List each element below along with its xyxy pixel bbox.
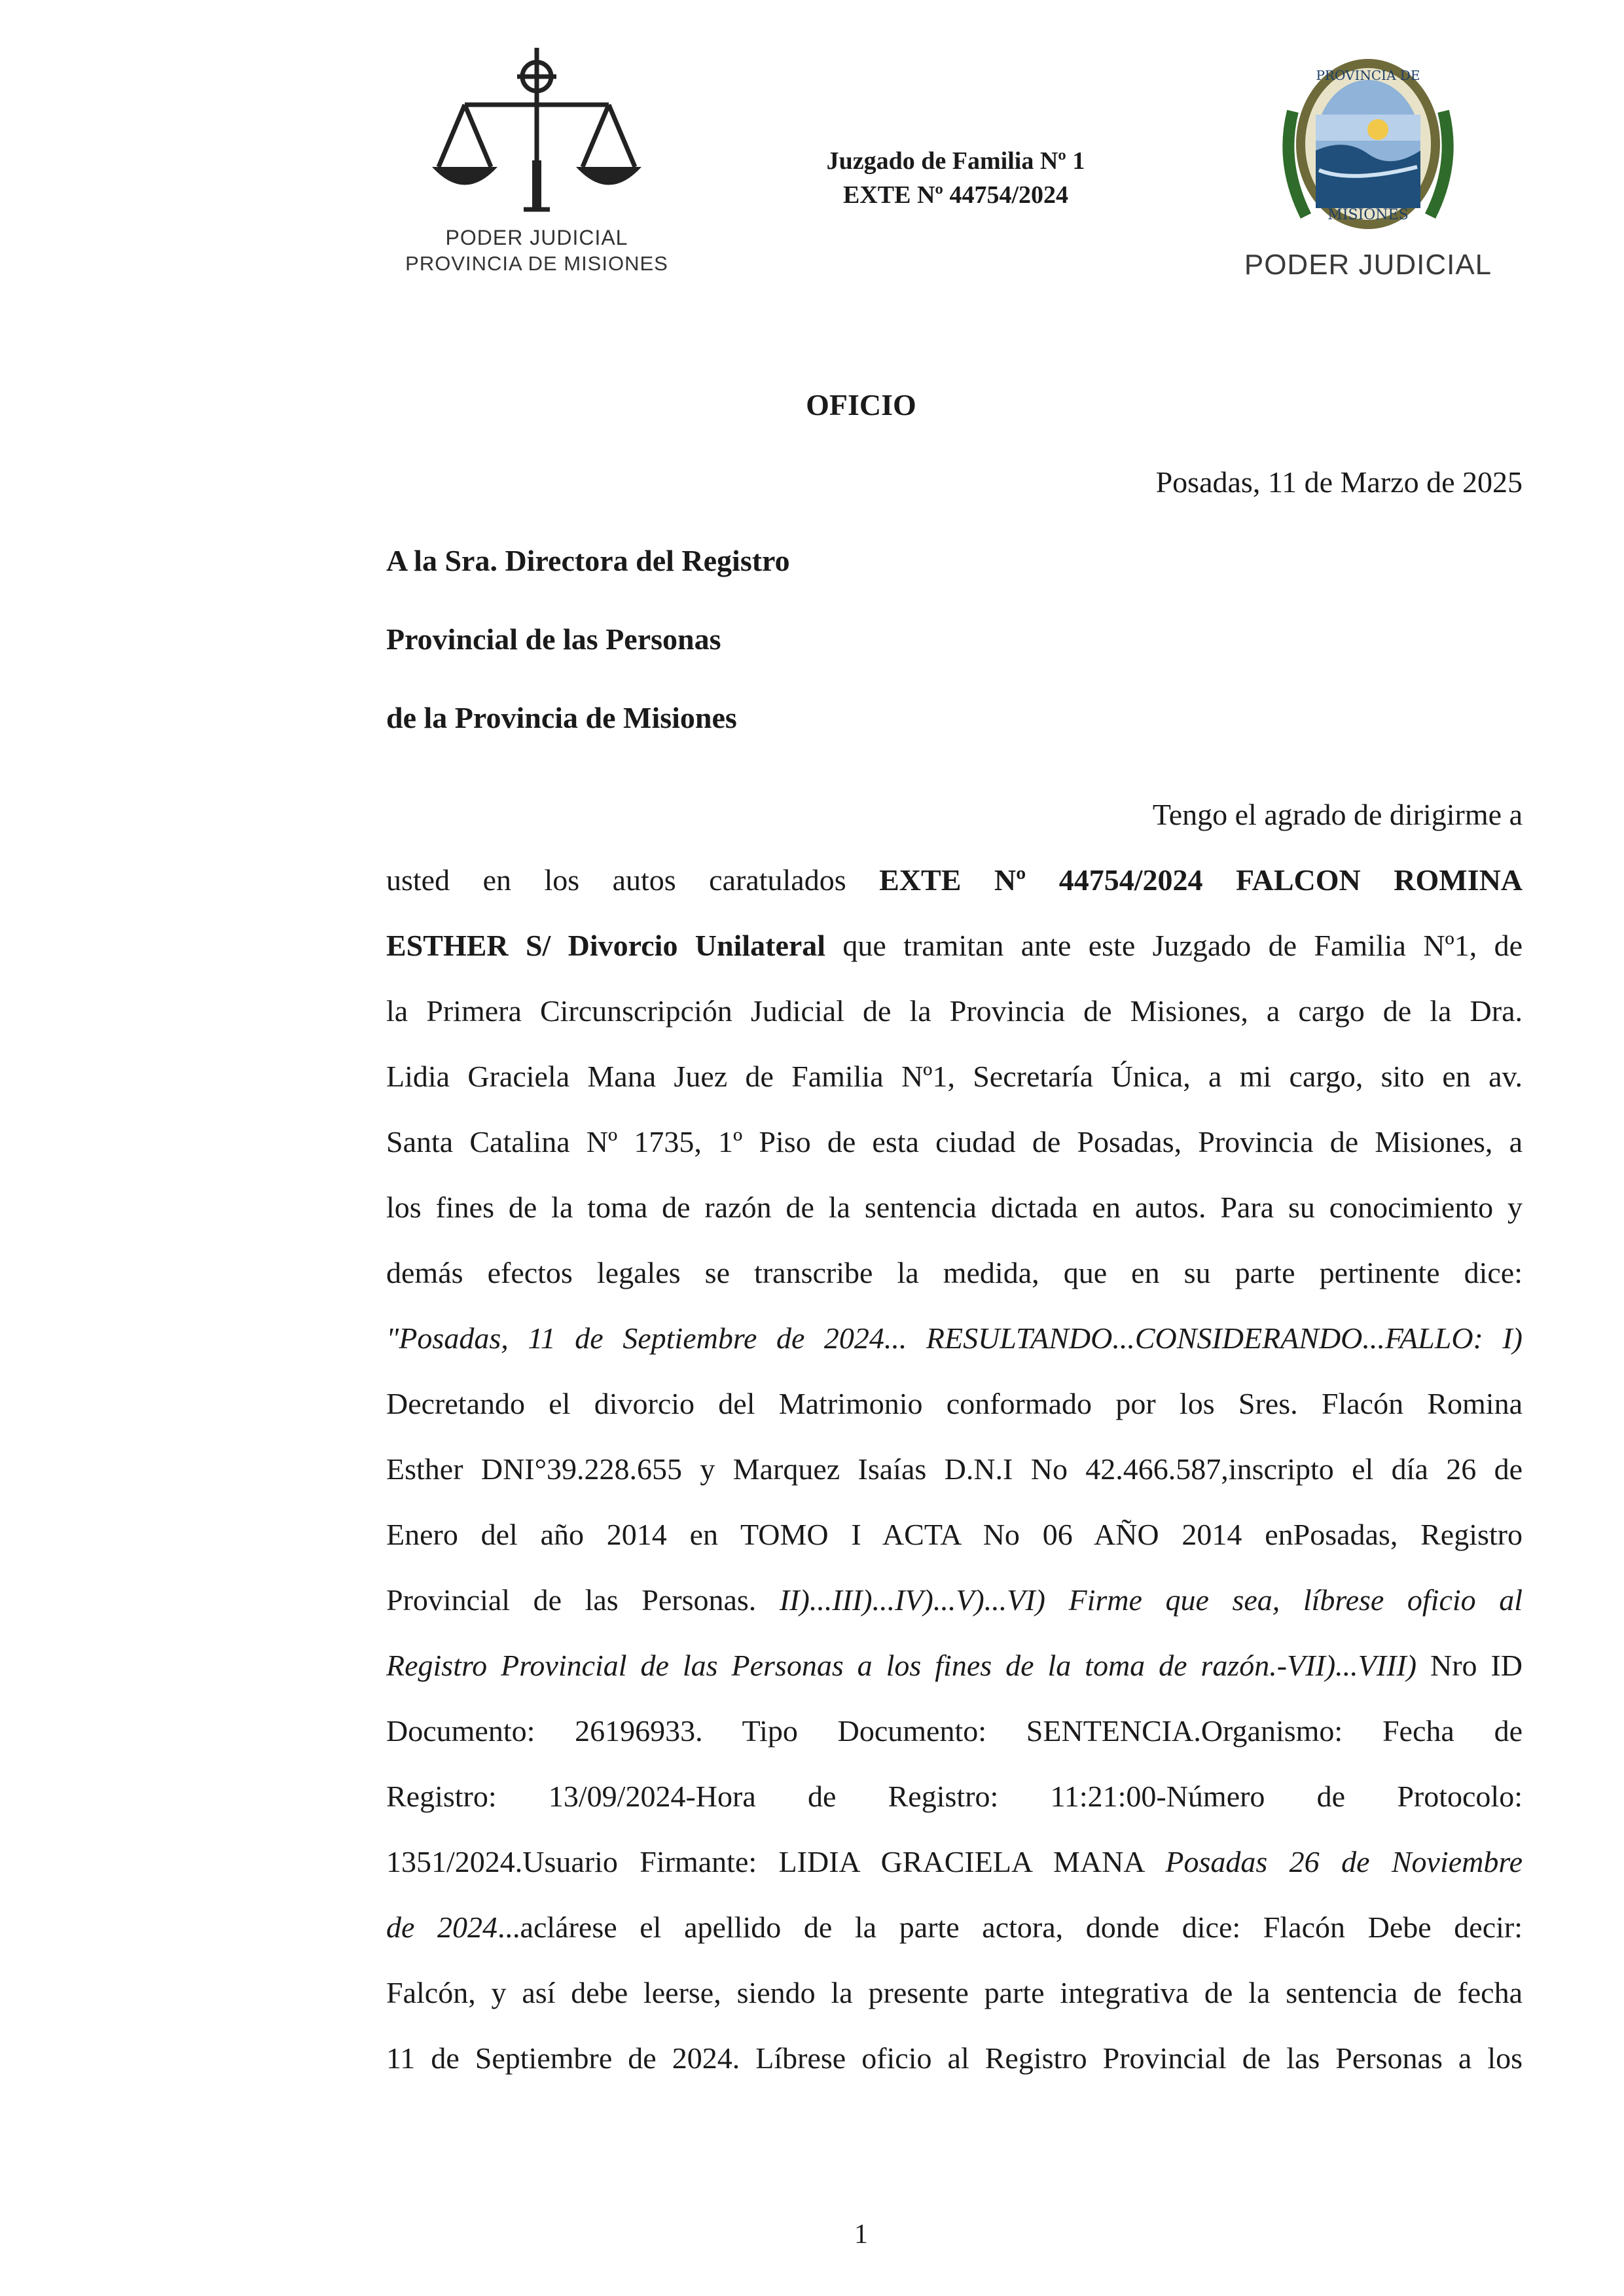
- logo-right-caption: PODER JUDICIAL: [1244, 249, 1492, 281]
- body-line: Registro: 13/09/2024-Hora de Registro: 11:21:00-Número de Protocolo:: [386, 1780, 1523, 1813]
- body-line: la Primera Circunscripción Judicial de la Provincia de Misiones, a cargo de la Dra.: [386, 994, 1523, 1028]
- province-seal-icon: [1280, 52, 1456, 242]
- seal-bottom-text: MISIONES: [1327, 207, 1409, 223]
- body-line: Santa Catalina Nº 1735, 1º Piso de esta ciudad de Posadas, Provincia de Misiones, a: [386, 1125, 1523, 1158]
- body-line: "Posadas, 11 de Septiembre de 2024... RESULTANDO...CONSIDERANDO...FALLO: I): [386, 1321, 1523, 1355]
- body-line: 1351/2024.Usuario Firmante: LIDIA GRACIELA MANA Posadas 26 de Noviembre: [386, 1845, 1523, 1878]
- addressee-line-2: Provincial de las Personas: [386, 622, 721, 656]
- body-line: Decretando el divorcio del Matrimonio conformado por los Sres. Flacón Romina: [386, 1387, 1523, 1420]
- page-number: 1: [854, 2219, 868, 2250]
- logo-left-line2: PROVINCIA DE MISIONES: [405, 252, 668, 275]
- body-line: demás efectos legales se transcribe la medida, que en su parte pertinente dice:: [386, 1256, 1523, 1289]
- body-line: Esther DNI°39.228.655 y Marquez Isaías D.N.I No 42.466.587,inscripto el día 26 de: [386, 1452, 1523, 1486]
- addressee-line-3: de la Provincia de Misiones: [386, 701, 737, 734]
- body-line: ESTHER S/ Divorcio Unilateral que tramitan ante este Juzgado de Familia Nº1, de: [386, 929, 1523, 962]
- document-title: OFICIO: [806, 388, 916, 422]
- file-number: EXTE Nº 44754/2024: [842, 181, 1069, 209]
- scales-of-justice-icon: [425, 43, 648, 226]
- body-line: 11 de Septiembre de 2024. Líbrese oficio al Registro Provincial de las Personas a los: [386, 2041, 1523, 2075]
- document-date: Posadas, 11 de Marzo de 2025: [1155, 465, 1523, 499]
- body-line: usted en los autos caratulados EXTE Nº 44754/2024 FALCON ROMINA: [386, 863, 1523, 897]
- body-line: Provincial de las Personas. II)...III)...IV)...V)...VI) Firme que sea, líbrese oficio al: [386, 1583, 1523, 1617]
- body-line: Tengo el agrado de dirigirme a: [1152, 798, 1523, 831]
- body-line: Registro Provincial de las Personas a los fines de la toma de razón.-VII)...VIII) Nro ID: [386, 1649, 1523, 1682]
- body-line: Lidia Graciela Mana Juez de Familia Nº1, Secretaría Única, a mi cargo, sito en av.: [386, 1060, 1523, 1093]
- body-line: de 2024...aclárese el apellido de la parte actora, donde dice: Flacón Debe decir:: [386, 1910, 1523, 1944]
- court-name: Juzgado de Familia Nº 1: [826, 147, 1085, 175]
- logo-left-line1: PODER JUDICIAL: [445, 226, 628, 249]
- poder-judicial-logo-right: [1231, 52, 1506, 288]
- document-body: [386, 782, 1523, 2091]
- addressee-line-1: A la Sra. Directora del Registro: [386, 544, 790, 577]
- poder-judicial-logo-left: [393, 36, 681, 291]
- document-header: [753, 144, 1159, 212]
- body-line: Documento: 26196933. Tipo Documento: SENTENCIA.Organismo: Fecha de: [386, 1714, 1523, 1748]
- body-line: los fines de la toma de razón de la sentencia dictada en autos. Para su conocimiento y: [386, 1191, 1523, 1224]
- seal-top-text: PROVINCIA DE: [1316, 67, 1420, 83]
- body-line: Falcón, y así debe leerse, siendo la presente parte integrativa de la sentencia de fecha: [386, 1976, 1523, 2009]
- body-line: Enero del año 2014 en TOMO I ACTA No 06 AÑO 2014 enPosadas, Registro: [386, 1518, 1523, 1551]
